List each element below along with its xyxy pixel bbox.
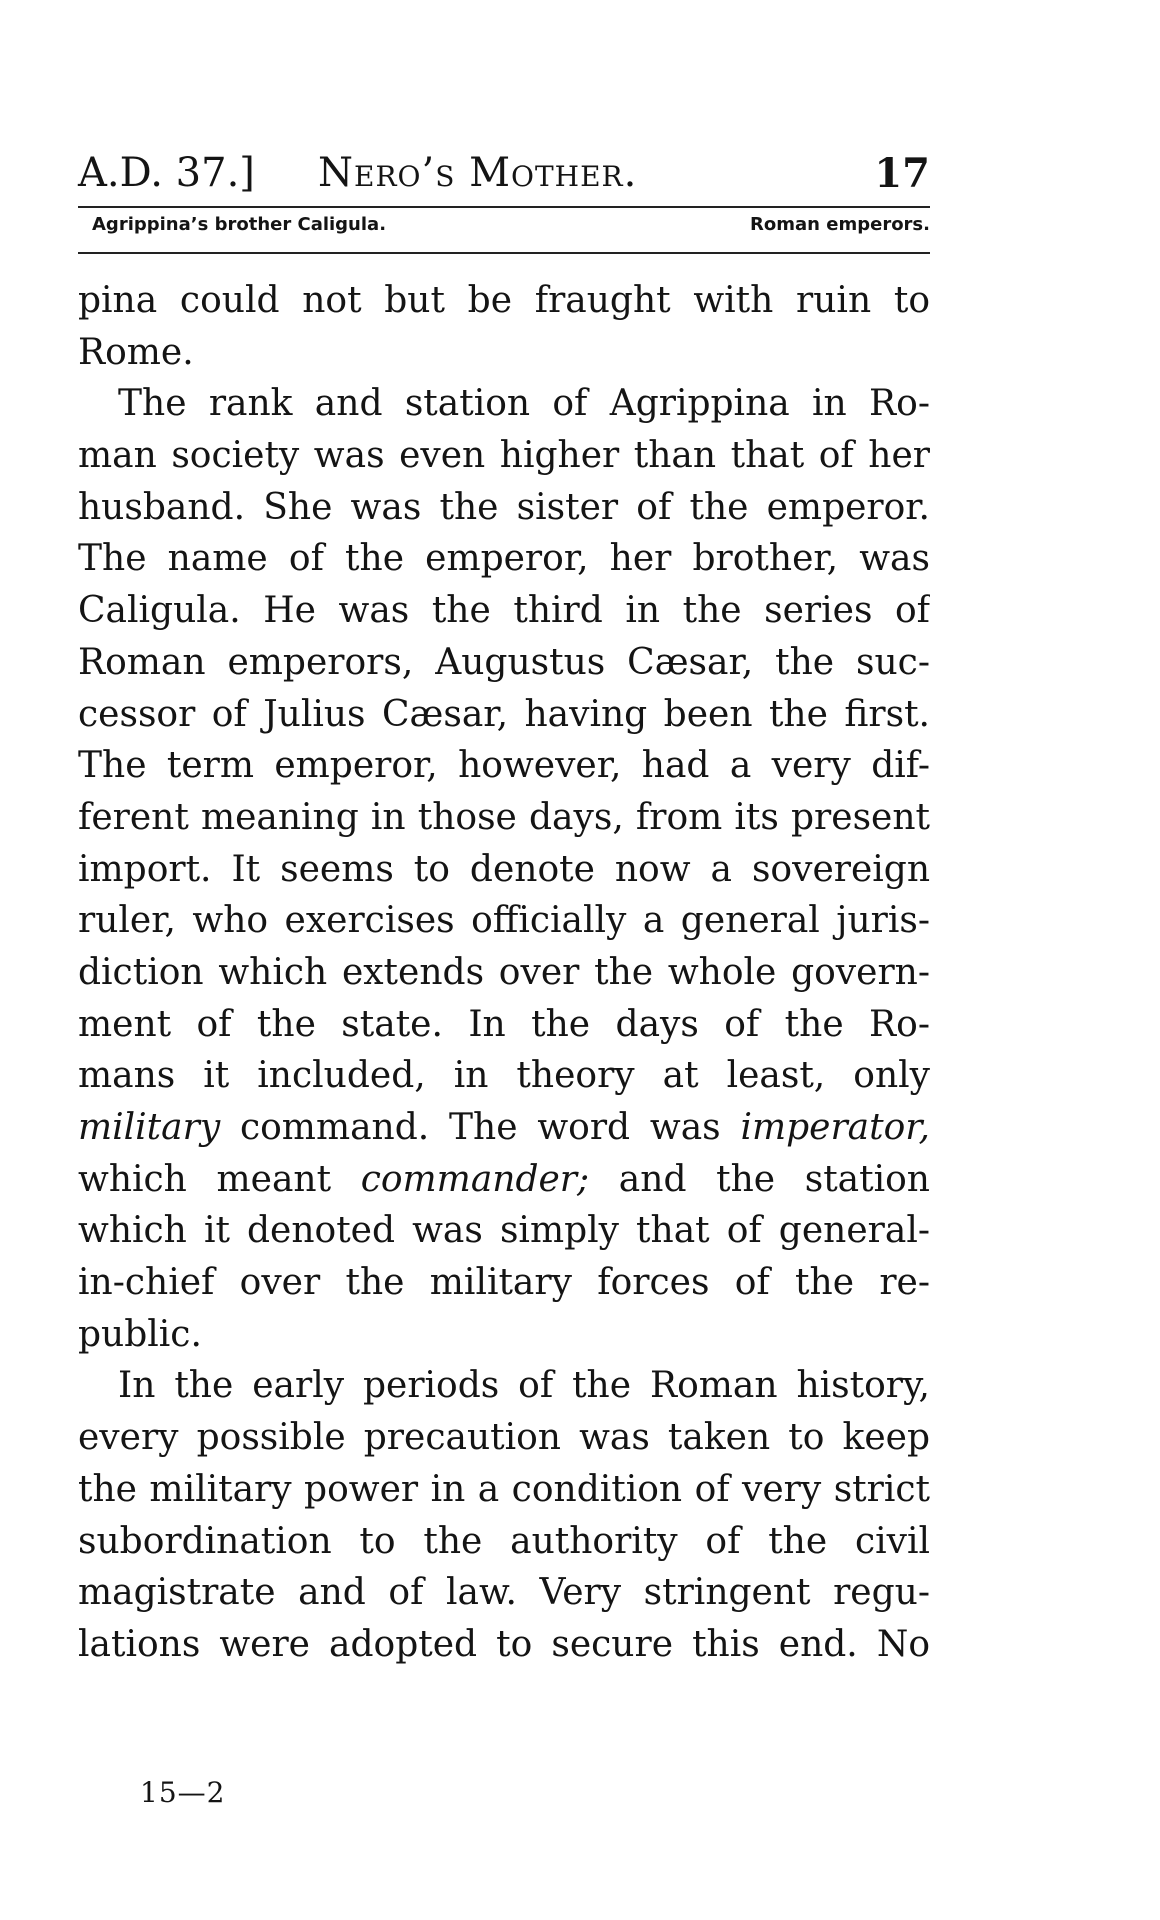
text-segment: which meant <box>78 1158 332 1200</box>
text-line: The name of the emperor, her brother, was <box>78 538 930 580</box>
text-line-with-italics <box>78 1102 930 1154</box>
body-text <box>78 275 930 1671</box>
text-line: Rome. <box>78 331 194 373</box>
text-line: The rank and station of Agrippina in Ro- <box>118 383 930 425</box>
italic-word: commander; <box>360 1158 590 1200</box>
header-rule-top <box>78 206 930 208</box>
text-line: Roman emperors, Augustus Cæsar, the suc- <box>78 641 930 683</box>
text-line: lations were adopted to secure this end. No <box>78 1623 930 1665</box>
text-line: Caligula. He was the third in the series of <box>78 590 930 632</box>
header-date: A.D. 37.] <box>78 150 255 196</box>
text-line: cessor of Julius Cæsar, having been the first. <box>78 693 930 735</box>
text-line: ruler, who exercises officially a general juris- <box>78 900 930 942</box>
text-line: ferent meaning in those days, from its present <box>78 796 930 838</box>
text-line: In the early periods of the Roman history, <box>118 1365 930 1407</box>
sidenote-left: Agrippina’s brother Caligula. <box>92 214 387 235</box>
text-line: diction which extends over the whole govern- <box>78 951 930 993</box>
text-line: which it denoted was simply that of general- <box>78 1210 930 1252</box>
text-line: subordination to the authority of the civil <box>78 1520 930 1562</box>
text-line: every possible precaution was taken to keep <box>78 1417 930 1459</box>
text-line: ment of the state. In the days of the Ro- <box>78 1003 930 1045</box>
page-number: 17 <box>874 150 930 197</box>
text-segment: and the station <box>618 1158 930 1200</box>
signature-mark: 15—2 <box>140 1776 226 1809</box>
text-line: pina could not but be fraught with ruin to <box>78 280 930 321</box>
sidenote-right: Roman emperors. <box>750 214 930 235</box>
italic-word: military <box>78 1107 221 1148</box>
header-title: Nero’s Mother. <box>318 150 638 196</box>
text-line: the military power in a condition of very strict <box>78 1468 930 1510</box>
text-segment: command. The word was <box>239 1107 721 1148</box>
text-line: The term emperor, however, had a very dif- <box>78 745 930 787</box>
header-rule-bottom <box>78 252 930 254</box>
running-head <box>78 150 930 210</box>
text-line: import. It seems to denote now a sovereign <box>78 848 930 890</box>
text-line: magistrate and of law. Very stringent regu- <box>78 1572 930 1614</box>
text-line: husband. She was the sister of the emperor. <box>78 486 930 528</box>
italic-word: imperator, <box>740 1107 930 1148</box>
text-line: mans it included, in theory at least, only <box>78 1055 930 1097</box>
sidenotes <box>78 214 930 242</box>
text-line: in-chief over the military forces of the re- <box>78 1262 930 1304</box>
text-line: man society was even higher than that of her <box>78 435 930 477</box>
text-line: public. <box>78 1313 202 1355</box>
text-line-with-italics <box>78 1154 930 1206</box>
